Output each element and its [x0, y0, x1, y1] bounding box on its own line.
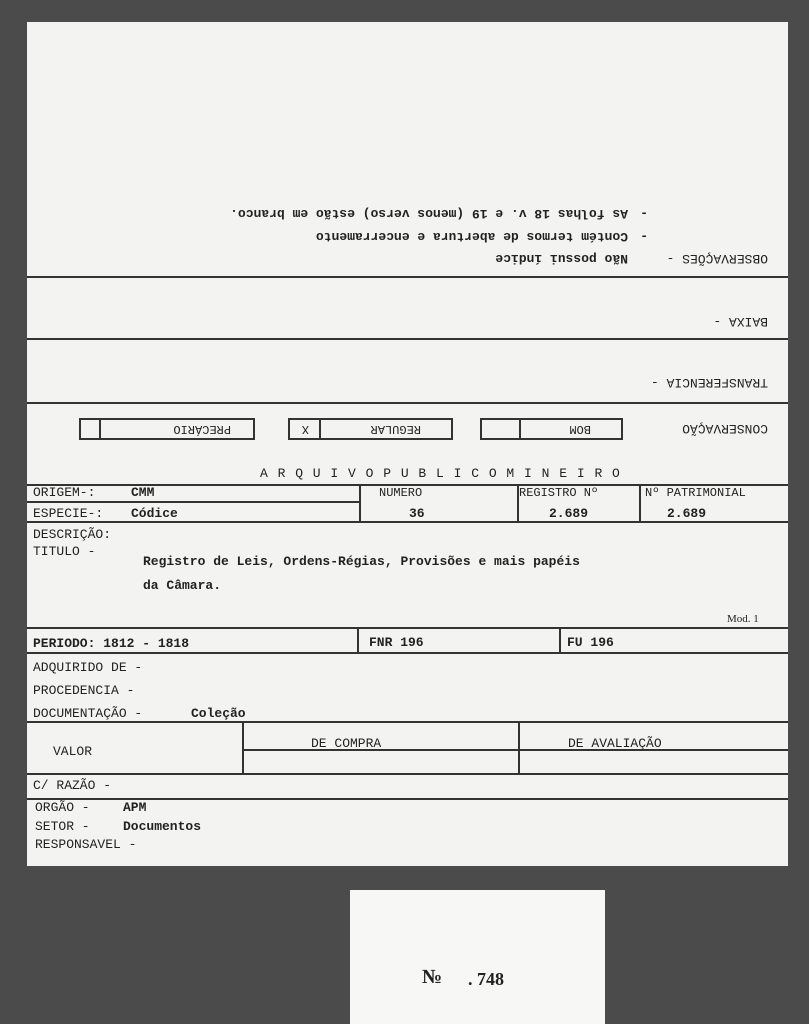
razao-label: C/ RAZÃO - — [33, 778, 112, 793]
de-avaliacao-label: DE AVALIAÇÃO — [568, 736, 662, 751]
fu: FU 196 — [567, 635, 614, 650]
option-label: BOM — [569, 422, 591, 436]
numero-label: NUMERO — [379, 486, 423, 500]
de-compra-label: DE COMPRA — [311, 736, 382, 751]
descricao-label: DESCRIÇÃO: — [33, 527, 112, 542]
option-bom — [480, 418, 623, 440]
number-symbol: № — [422, 966, 443, 988]
adquirido-label: ADQUIRIDO DE - — [33, 660, 143, 675]
tag-number: . 748 — [468, 969, 504, 989]
option-mark: X — [301, 422, 309, 436]
patrimonial-value: 2.689 — [667, 506, 707, 521]
transferencia-label: TRANSFERENCIA - — [650, 375, 768, 390]
model-number: Mod. 1 — [727, 613, 759, 625]
origem-label: ORIGEM-: — [33, 485, 96, 500]
responsavel-label: RESPONSAVEL - — [35, 837, 137, 852]
observacao-1: Não possui índice — [495, 251, 628, 266]
bullet: - — [640, 206, 648, 221]
setor-label: SETOR - — [35, 819, 90, 834]
especie-value: Códice — [131, 506, 178, 521]
option-label: PRECÁRIO — [173, 422, 231, 436]
numero-value: 36 — [409, 506, 425, 521]
upside-down-section — [27, 22, 788, 445]
observacoes-label: OBSERVAÇÕES - — [666, 251, 768, 266]
conservacao-label: CONSERVAÇÃO — [682, 421, 768, 436]
baixa-label: BAIXA - — [713, 314, 768, 329]
fnr: FNR 196 — [369, 635, 424, 650]
bullet: - — [640, 229, 648, 244]
titulo-line-2: da Câmara. — [143, 578, 222, 593]
titulo-label: TITULO - — [33, 544, 96, 559]
registro-value: 2.689 — [549, 506, 589, 521]
registro-label: REGISTRO Nº — [519, 486, 599, 500]
observacao-2: Contém termos de abertura e encerramento — [315, 229, 628, 244]
setor-value: Documentos — [123, 819, 202, 834]
orgao-value: APM — [123, 800, 147, 815]
documentacao-label: DOCUMENTAÇÃO - — [33, 706, 143, 721]
periodo: PERIODO: 1812 - 1818 — [33, 636, 190, 651]
archive-header: A R Q U I V O P U B L I C O M I N E I R O — [260, 466, 621, 481]
procedencia-label: PROCEDENCIA - — [33, 683, 135, 698]
observacao-3: As folhas 18 v. e 19 (menos verso) estão em branco. — [230, 206, 628, 221]
especie-label: ESPECIE-: — [33, 506, 104, 521]
origem-value: CMM — [131, 485, 155, 500]
orgao-label: ORGÃO - — [35, 800, 90, 815]
documentacao-value: Coleção — [191, 706, 246, 721]
option-label: REGULAR — [370, 422, 421, 436]
catalog-card — [27, 22, 788, 866]
option-precario — [79, 418, 255, 440]
option-regular — [288, 418, 453, 440]
titulo-line-1: Registro de Leis, Ordens-Régias, Provisões e mais papéis — [143, 554, 580, 569]
number-tag — [350, 890, 605, 1024]
valor-label: VALOR — [53, 744, 93, 759]
patrimonial-label: Nº PATRIMONIAL — [645, 486, 746, 500]
